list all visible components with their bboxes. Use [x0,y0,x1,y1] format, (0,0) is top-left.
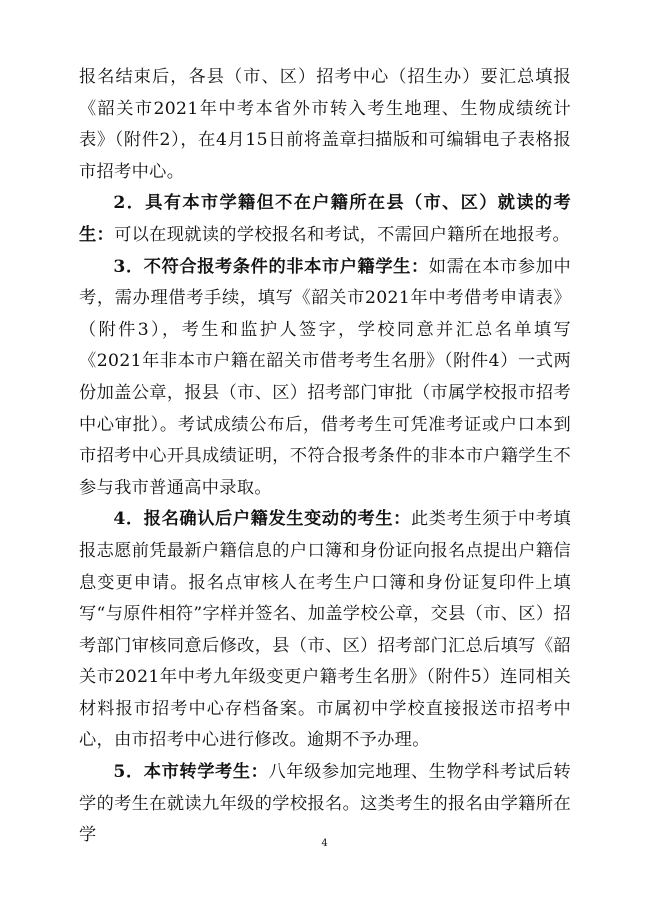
paragraph-4-heading: 4．报名确认后户籍发生变动的考生： [113,509,411,530]
document-body [79,62,571,852]
paragraph-4 [79,504,571,757]
paragraph-2-text: 可以在现就读的学校报名和考试，不需回户籍所在地报考。 [114,224,571,245]
paragraph-3-heading: 3．不符合报考条件的非本市户籍学生： [113,256,429,277]
page-number: 4 [321,838,328,849]
paragraph-1 [79,62,571,188]
paragraph-5-heading: 5．本市转学考生： [113,762,269,783]
paragraph-1-text: 报名结束后，各县（市、区）招考中心（招生办）要汇总填报《韶关市2021年中考本省外市转入考生地理、生物成绩统计表》（附件2），在4月15日前将盖章扫描版和可编辑电子表格报市招考中心。 [79,67,571,182]
paragraph-3-text: 如需在本市参加中考，需办理借考手续，填写《韶关市2021年中考借考申请表》（附件3），考生和监护人签字，学校同意并汇总名单填写《2021年非本市户籍在韶关市借考考生名册》（附件4）一式两份加盖公章，报县（市、区）招考部门审批（市属学校报市招考中心审批）。考试成绩公布后，借考考生可凭准考证或户口本到市招考中心开具成绩证明，不符合报考条件的非本市户籍学生不参与我市普通高中录取。 [79,256,571,498]
paragraph-5-text: 八年级参加完地理、生物学科考试后转学的考生在就读九年级的学校报名。这类考生的报名由学籍所在学 [79,762,571,846]
paragraph-3 [79,252,571,505]
paragraph-2 [79,188,571,251]
paragraph-4-text: 此类考生须于中考填报志愿前凭最新户籍信息的户口簿和身份证向报名点提出户籍信息变更申请。报名点审核人在考生户口簿和身份证复印件上填写“与原件相符”字样并签名、加盖学校公章，交县（市、区）招考部门审核同意后修改，县（市、区）招考部门汇总后填写《韶关市2021年中考九年级变更户籍考生名册》（附件5）连同相关材料报市招考中心存档备案。市属初中学校直接报送市招考中心，由市招考中心进行修改。逾期不予办理。 [79,509,571,751]
paragraph-2-heading: 2．具有本市学籍但不在户籍所在县（市、区）就读的考生： [79,193,571,245]
